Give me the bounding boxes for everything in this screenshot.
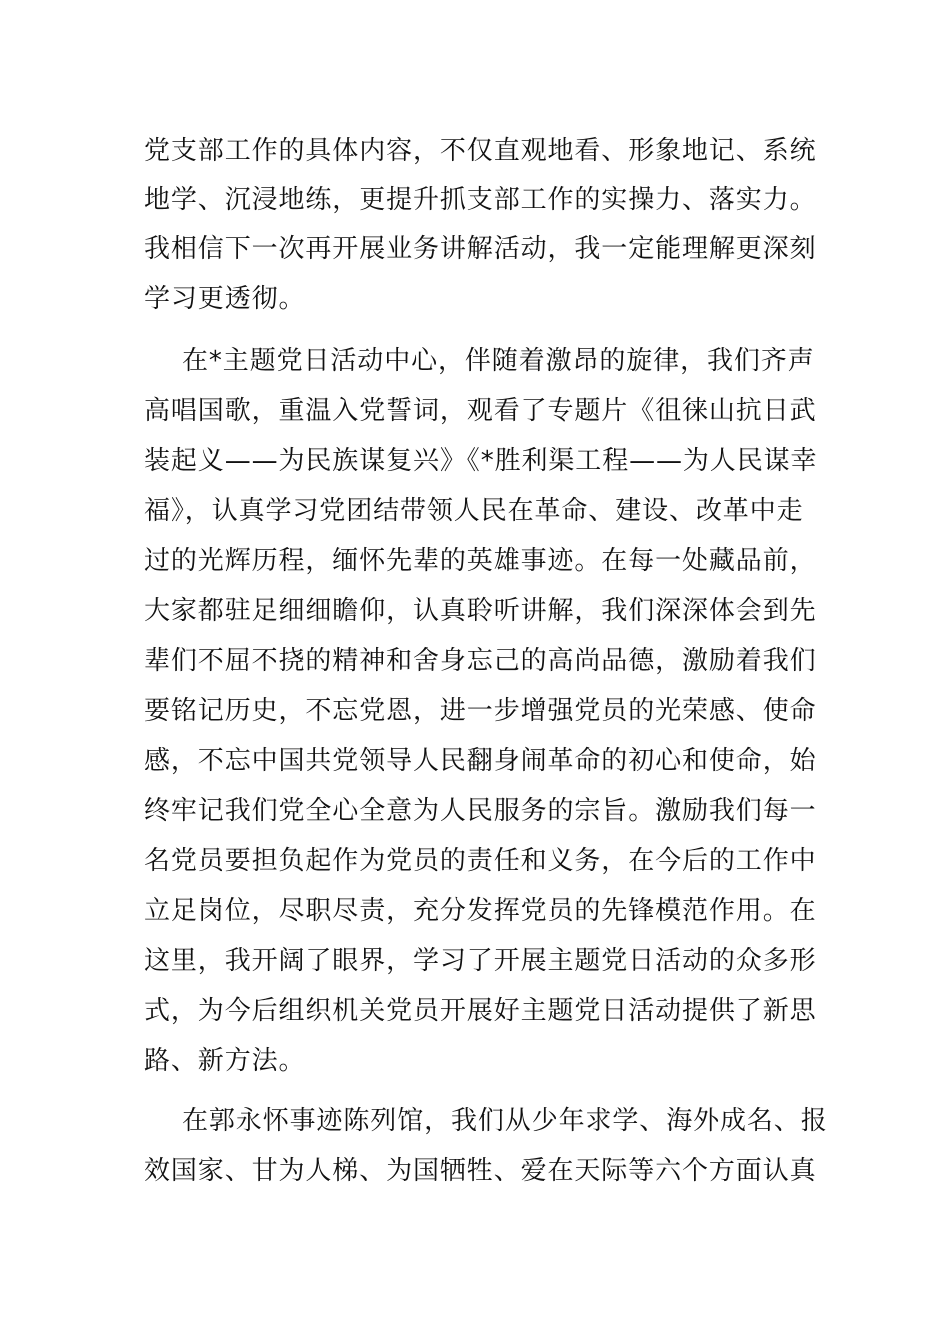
text-line: 福》，认真学习党团结带领人民在革命、建设、改革中走 <box>144 496 804 526</box>
text-line: 高唱国歌，重温入党誓词，观看了专题片《徂徕山抗日武 <box>144 396 817 426</box>
text-line: 感，不忘中国共党领导人民翻身闹革命的初心和使命，始 <box>144 746 817 776</box>
text-line: 在*主题党日活动中心，伴随着激昂的旋律，我们齐声 <box>182 346 815 376</box>
text-line: 装起义——为民族谋复兴》《*胜利渠工程——为人民谋幸 <box>144 446 818 476</box>
text-line: 地学、沉浸地练，更提升抓支部工作的实操力、落实力。 <box>144 185 817 215</box>
text-line: 效国家、甘为人梯、为国牺牲、爱在天际等六个方面认真 <box>144 1156 817 1186</box>
text-line: 过的光辉历程，缅怀先辈的英雄事迹。在每一处藏品前， <box>144 546 817 576</box>
text-line: 大家都驻足细细瞻仰，认真聆听讲解，我们深深体会到先 <box>144 596 817 626</box>
text-line: 党支部工作的具体内容，不仅直观地看、形象地记、系统 <box>144 136 817 166</box>
text-line: 我相信下一次再开展业务讲解活动，我一定能理解更深刻 <box>144 234 817 264</box>
text-line: 学习更透彻。 <box>144 284 306 314</box>
text-line: 立足岗位，尽职尽责，充分发挥党员的先锋模范作用。在 <box>144 896 817 926</box>
text-line: 终牢记我们党全心全意为人民服务的宗旨。激励我们每一 <box>144 796 817 826</box>
text-line: 要铭记历史，不忘党恩，进一步增强党员的光荣感、使命 <box>144 696 817 726</box>
text-line: 在郭永怀事迹陈列馆，我们从少年求学、海外成名、报 <box>182 1106 828 1136</box>
text-line: 式，为今后组织机关党员开展好主题党日活动提供了新思 <box>144 996 817 1026</box>
text-line: 路、新方法。 <box>144 1046 306 1076</box>
text-line: 这里，我开阔了眼界，学习了开展主题党日活动的众多形 <box>144 946 817 976</box>
text-line: 辈们不屈不挠的精神和舍身忘己的高尚品德，激励着我们 <box>144 646 817 676</box>
text-line: 名党员要担负起作为党员的责任和义务，在今后的工作中 <box>144 846 817 876</box>
